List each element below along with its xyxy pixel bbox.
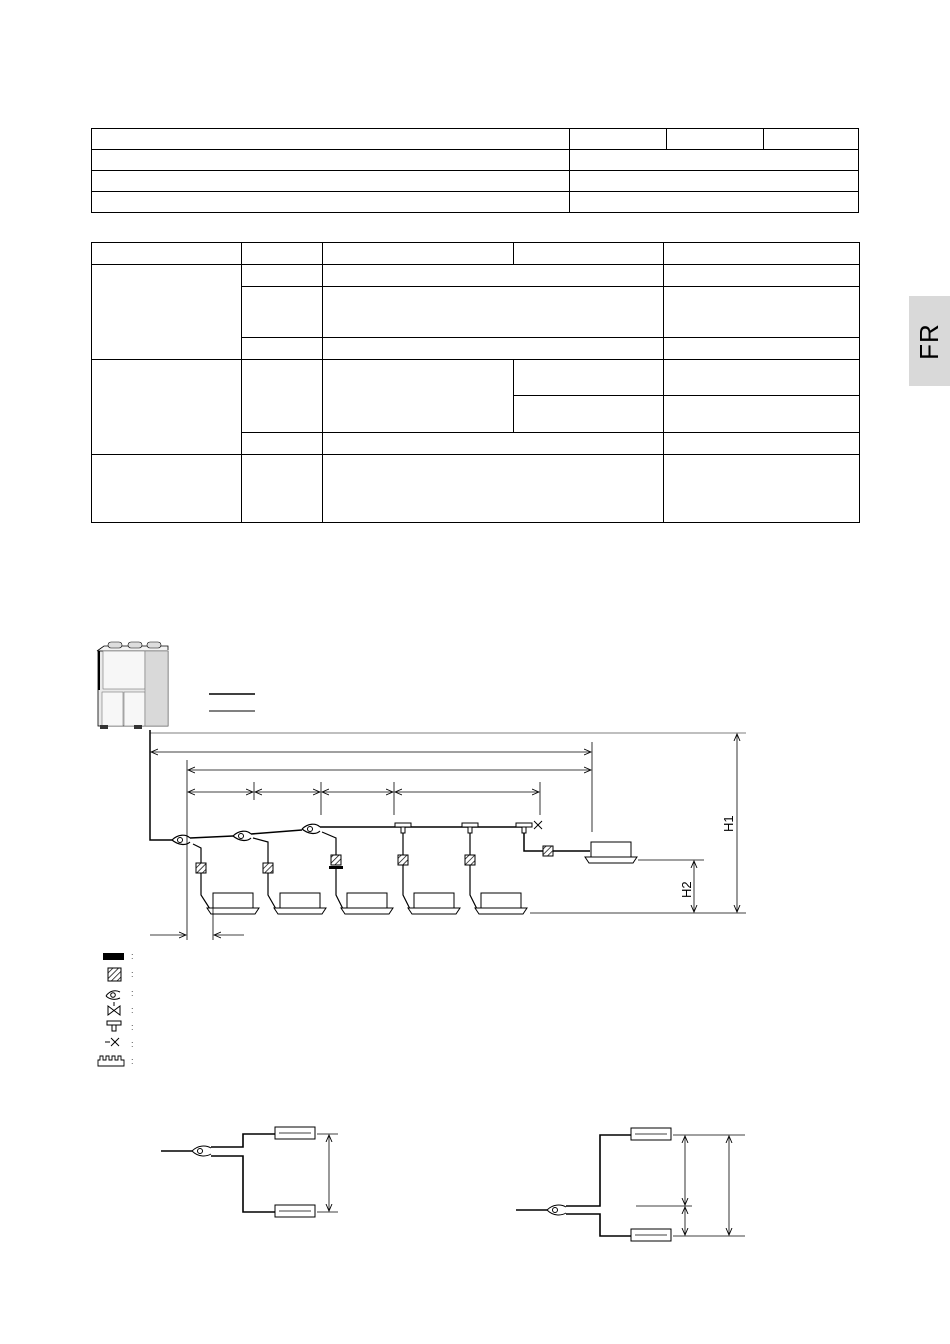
legend-colon: : [131, 1039, 134, 1049]
indoor-unit-icon [341, 893, 393, 914]
h1-label: H1 [721, 815, 736, 832]
cap-x-icon [534, 821, 542, 829]
filled-bar-icon [103, 953, 124, 960]
indoor-unit-icon [207, 893, 259, 914]
y-branch-joint-icon [106, 991, 120, 1000]
hatched-square-icon [398, 855, 408, 865]
branch-diagram-left [161, 1127, 338, 1217]
t-header-icon [516, 823, 532, 833]
hatched-square-icon [543, 846, 553, 856]
legend-colon: : [131, 1022, 134, 1032]
legend-colon: : [131, 988, 134, 998]
indoor-unit-icon [275, 1127, 315, 1139]
indoor-unit-icon [631, 1128, 671, 1140]
t-header-icon [395, 823, 411, 833]
legend-colon: : [131, 969, 134, 979]
comb-header-icon [98, 1056, 124, 1066]
y-branch-joint-icon [302, 824, 320, 833]
t-header-icon [107, 1021, 121, 1031]
hatched-square-icon [331, 855, 341, 865]
y-branch-joint-icon [233, 831, 251, 840]
legend-colon: : [131, 1005, 134, 1015]
indoor-unit-icon [585, 842, 637, 863]
indoor-unit-icon [631, 1229, 671, 1241]
hatched-square-icon [108, 968, 121, 981]
legend-colon: : [131, 1056, 134, 1066]
hatched-square-icon [196, 863, 206, 873]
branch-diagram-right [516, 1128, 745, 1241]
hatched-square-icon [465, 855, 475, 865]
indoor-unit-icon [408, 893, 460, 914]
language-tab-label: FR [913, 322, 944, 360]
filled-bar-icon [329, 866, 343, 869]
indoor-unit-icon [475, 893, 527, 914]
legend-colon: : [131, 951, 134, 961]
valve-icon [108, 1002, 120, 1015]
hatched-square-icon [263, 863, 273, 873]
outdoor-unit-icon [97, 642, 168, 729]
cap-x-icon [105, 1038, 119, 1046]
h2-label: H2 [679, 881, 694, 898]
t-header-icon [462, 823, 478, 833]
legend-symbols [98, 953, 124, 1066]
indoor-unit-icon [275, 1205, 315, 1217]
indoor-unit-icon [274, 893, 326, 914]
